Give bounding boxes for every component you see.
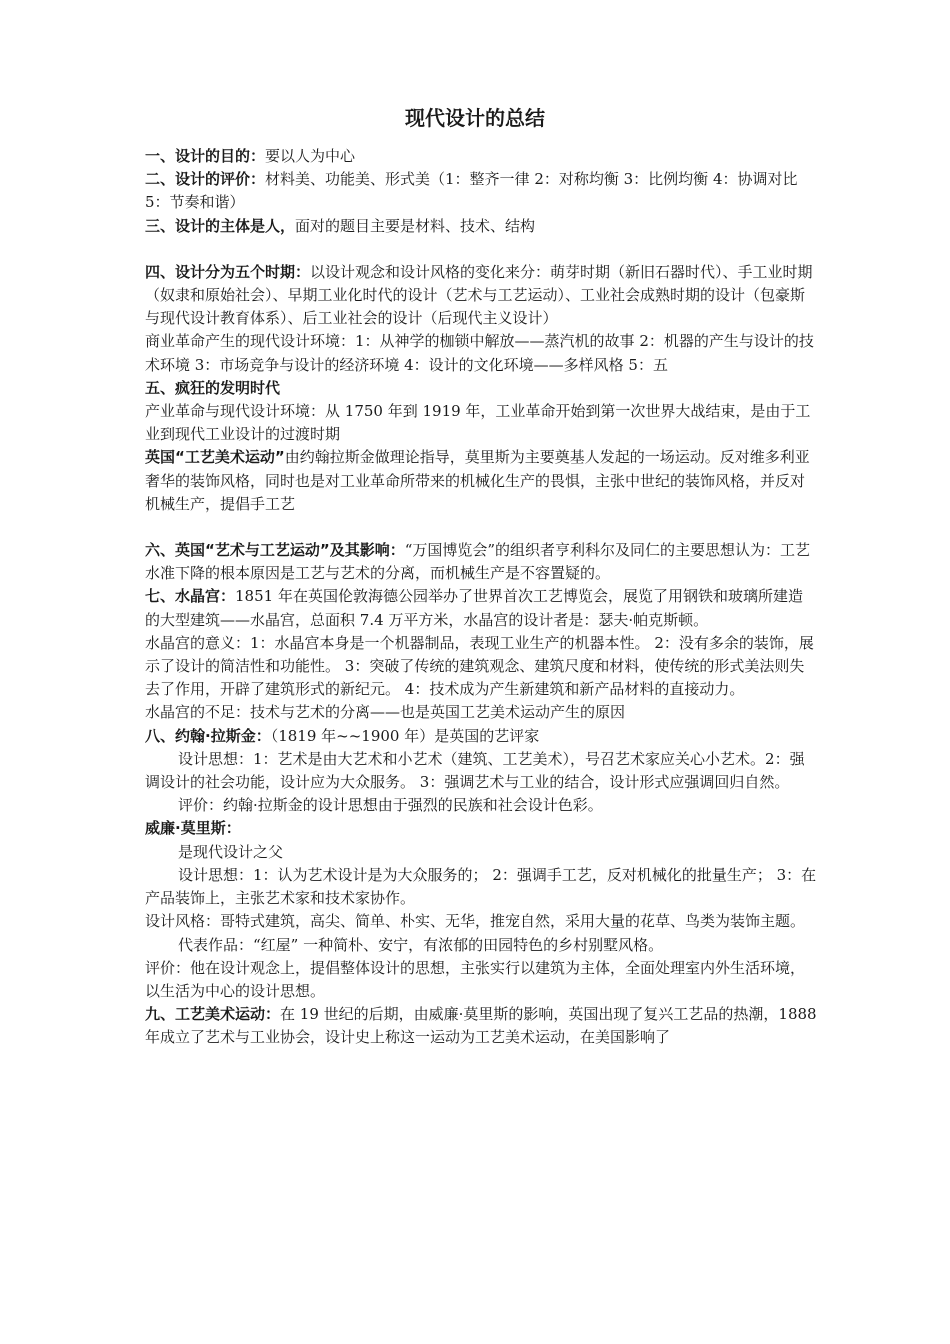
section-5-text: 产业革命与现代设计环境：从 1750 年到 1919 年，工业革命开始到第一次世界大战结束，是由于工业到现代工业设计的过渡时期 — [145, 402, 811, 444]
section-7-text: 1851 年在英国伦敦海德公园举办了世界首次工艺博览会，展览了用钢铁和玻璃所建造的大型建筑——水晶宫，总面积 7.4 万平方米，水晶宫的设计者是：瑟夫·帕克斯顿。 — [145, 587, 803, 629]
section-5-arts-crafts — [145, 446, 817, 516]
crystal-palace-meaning: 水晶宫的意义：1：水晶宫本身是一个机器制品，表现工业生产的机器本性。 2：没有多余的装饰，展示了设计的简洁性和功能性。 3：突破了传统的建筑观念、建筑尺度和材料，使传统的形式美法则失去了作用，开辟了建筑形式的新纪元。 4：技术成为产生新建筑和新产品材料的直接动力。 — [145, 633, 814, 699]
section-7 — [145, 585, 817, 631]
section-2-text: 材料美、功能美、形式美（1：整齐一律 2：对称均衡 3：比例均衡 4：协调对比 5：节奏和谐） — [145, 170, 798, 212]
section-7-heading: 七、水晶宫： — [145, 587, 236, 606]
section-8-heading: 八、约翰·拉斯金： — [145, 726, 271, 745]
section-3-text: 面对的题目主要是材料、技术、结构 — [295, 216, 536, 235]
section-6-heading: 六、英国“艺术与工艺运动”及其影响： — [145, 541, 405, 560]
morris-section — [145, 817, 817, 840]
section-1 — [145, 145, 817, 168]
section-8 — [145, 725, 817, 748]
crystal-palace-lack: 水晶宫的不足：技术与艺术的分离——也是英国工艺美术运动产生的原因 — [145, 703, 626, 722]
section-4-text: 以设计观念和设计风格的变化来分：萌芽时期（新旧石器时代）、手工业时期（奴隶和原始社会）、早期工业化时代的设计（艺术与工艺运动）、工业社会成熟时期的设计（包豪斯与现代设计教育体系）、后工业社会的设计（后现代主义设计） — [145, 262, 813, 328]
section-4-commerce: 商业革命产生的现代设计环境：1：从神学的枷锁中解放——蒸汽机的故事 2：机器的产生与设计的技术环境 3：市场竞争与设计的经济环境 4：设计的文化环境——多样风格 5：五 — [145, 332, 814, 374]
ruskin-eval: 评价：约翰·拉斯金的设计思想由于强烈的民族和社会设计色彩。 — [178, 796, 603, 815]
section-5-heading: 五、疯狂的发明时代 — [145, 378, 281, 397]
morris-eval: 评价：他在设计观念上，提倡整体设计的思想，主张实行以建筑为主体，全面处理室内外生活环境，以生活为中心的设计思想。 — [145, 958, 806, 1000]
section-4 — [145, 261, 817, 331]
section-9 — [145, 1003, 817, 1049]
section-1-text: 要以人为中心 — [265, 147, 356, 165]
spacer — [145, 238, 817, 261]
page-title: 现代设计的总结 — [405, 106, 545, 130]
section-2-heading: 二、设计的评价： — [145, 170, 266, 189]
spacer — [145, 516, 817, 539]
section-2 — [145, 168, 817, 214]
morris-heading: 威廉·莫里斯： — [145, 819, 241, 838]
section-3-heading: 三、设计的主体是人， — [145, 216, 296, 235]
section-3 — [145, 215, 817, 238]
document-body — [145, 145, 817, 1050]
section-9-heading: 九、工艺美术运动： — [145, 1005, 281, 1024]
morris-intro: 是现代设计之父 — [178, 842, 284, 861]
section-1-heading: 一、设计的目的： — [145, 147, 266, 165]
section-4-heading: 四、设计分为五个时期： — [145, 262, 311, 281]
section-6-text: “万国博览会”的组织者亨利科尔及同仁的主要思想认为：工艺水准下降的根本原因是工艺与艺术的分离，而机械生产是不容置疑的。 — [145, 541, 811, 583]
morris-thought: 设计思想：1：认为艺术设计是为大众服务的； 2：强调手工艺，反对机械化的批量生产； 3：在产品装饰上，主张艺术家和技术家协作。 — [145, 865, 817, 908]
arts-crafts-text: 由约翰拉斯金做理论指导，莫里斯为主要奠基人发起的一场运动。反对维多利亚奢华的装饰风格，同时也是对工业革命所带来的机械化生产的畏惧，主张中世纪的装饰风格，并反对机械生产，提倡手工艺 — [145, 448, 810, 513]
morris-style: 设计风格：哥特式建筑，高尖、简单、朴实、无华，推宠自然，采用大量的花草、鸟类为装饰主题。 — [145, 912, 806, 931]
ruskin-thought: 设计思想：1：艺术是由大艺术和小艺术（建筑、工艺美术），号召艺术家应关心小艺术。2：强调设计的社会功能，设计应为大众服务。 3：强调艺术与工业的结合，设计形式应强调回归自然。 — [145, 749, 805, 792]
section-5 — [145, 377, 817, 400]
section-9-text: 在 19 世纪的后期，由威廉·莫里斯的影响，英国出现了复兴工艺品的热潮，1888 年成立了艺术与工业协会，设计史上称这一运动为工艺美术运动，在美国影响了 — [145, 1005, 817, 1047]
arts-crafts-heading: 英国“工艺美术运动” — [145, 448, 285, 467]
section-6 — [145, 539, 817, 585]
section-8-text: （1819 年~~1900 年）是英国的艺评家 — [270, 726, 540, 745]
morris-work: 代表作品：“红屋” 一种简朴、安宁，有浓郁的田园特色的乡村别墅风格。 — [178, 935, 664, 954]
